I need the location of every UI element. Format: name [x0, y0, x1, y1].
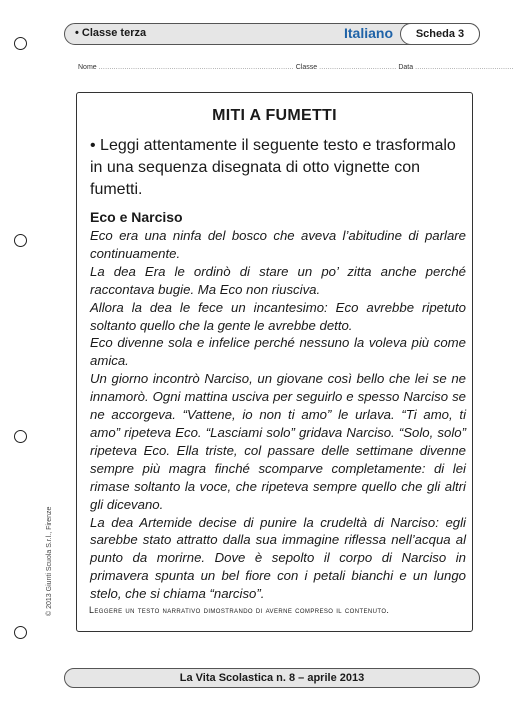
- binder-hole-1: [14, 37, 27, 50]
- subject-label: Italiano: [343, 25, 393, 41]
- name-field-label: Nome: [78, 64, 97, 71]
- date-field-label: Data: [398, 64, 414, 71]
- worksheet-card: [76, 92, 473, 632]
- story-title: Eco e Narciso: [90, 209, 183, 225]
- grade-label: • Classe terza: [75, 27, 147, 39]
- class-field-line[interactable]: ....................................: [319, 64, 397, 71]
- story-paragraph: La dea Era le ordinò di stare un po’ zitta anche perché raccontava bugie. Ma Eco non riusciva.: [90, 263, 466, 297]
- sheet-badge: Scheda 3: [400, 23, 480, 45]
- header-bar: [64, 23, 480, 45]
- class-field-label: Classe: [295, 64, 318, 71]
- binder-hole-3: [14, 430, 27, 443]
- name-field-line[interactable]: ...........................................................................................: [98, 64, 294, 71]
- story-paragraph: Eco divenne sola e infelice perché nessuno la voleva più come amica.: [90, 335, 466, 369]
- instruction-text: • Leggi attentamente il seguente testo e trasformalo in una sequenza disegnata di otto vignette con fumetti.: [90, 137, 456, 198]
- learning-objective: Leggere un testo narrativo dimostrando di averne compreso il contenuto.: [89, 605, 390, 615]
- student-info-line: [78, 64, 514, 71]
- date-field-line[interactable]: ..............................................: [415, 64, 514, 71]
- binder-hole-4: [14, 626, 27, 639]
- story-paragraph: La dea Artemide decise di punire la crudeltà di Narciso: egli sarebbe stato attratto dalla sua immagine riflessa nell’acqua al punto da morirne. Dove è sepolto il corpo di Narciso in primavera spunta un bel fiore con i petali bianchi e un lungo stelo, che si chiama “narciso”.: [90, 514, 466, 602]
- story-paragraph: Allora la dea le fece un incantesimo: Eco avrebbe ripetuto soltanto quello che la gente le avrebbe detto.: [90, 299, 466, 333]
- copyright-notice: © 2013 Giunti Scuola S.r.l., Firenze: [46, 506, 53, 616]
- binder-hole-2: [14, 234, 27, 247]
- story-text: [90, 227, 466, 603]
- story-paragraph: Eco era una ninfa del bosco che aveva l’abitudine di parlare continuamente.: [90, 228, 466, 261]
- worksheet-title: MITI A FUMETTI: [212, 107, 337, 124]
- story-paragraph: Un giorno incontrò Narciso, un giovane così bello che lei se ne innamorò. Ogni mattina usciva per seguirlo e spesso Narciso se ne accorgeva. “Vattene, io non ti amo” le urlava. “Ti amo, ti amo” ripeteva Eco. “Lasciami solo” gridava Narciso. “Solo, solo” ripeteva Eco. Ella triste, col passare delle settimane divenne sempre più magra finché scomparve completamente: di lei rimase soltanto la voce, che ripeteva sempre quello che gli altri gli dicevano.: [90, 371, 466, 512]
- footer-bar: La Vita Scolastica n. 8 – aprile 2013: [64, 668, 480, 688]
